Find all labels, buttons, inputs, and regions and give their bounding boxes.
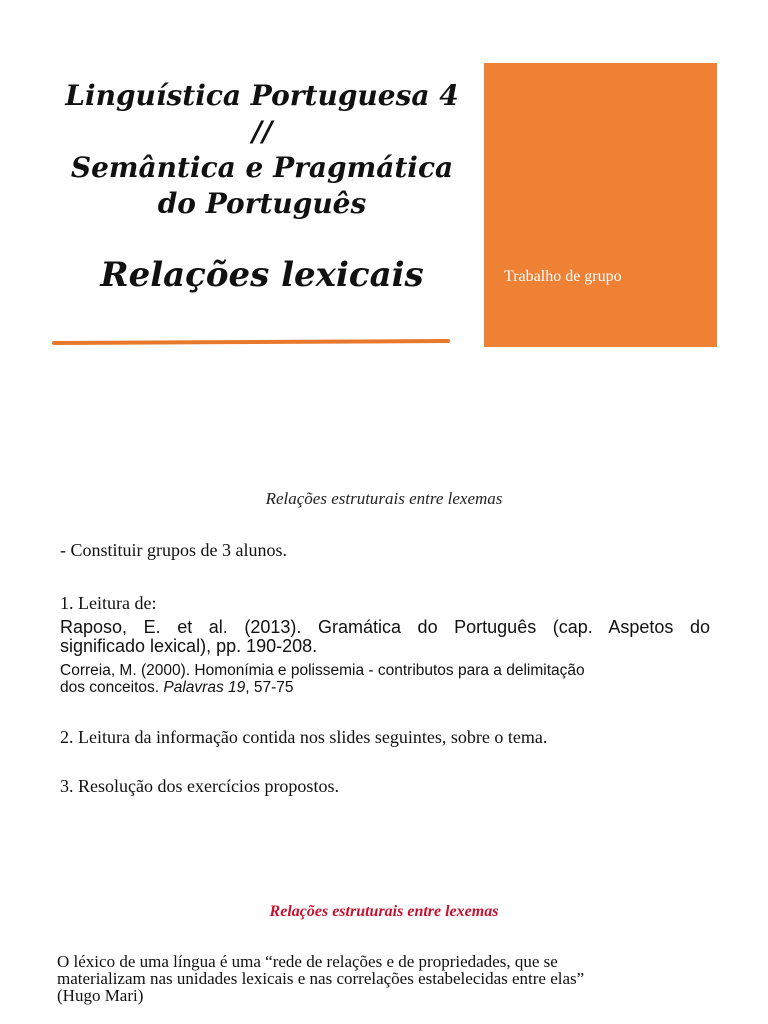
list-item-2: 2. Leitura da informação contida nos slides seguintes, sobre o tema. <box>60 727 548 747</box>
quote-attribution: (Hugo Mari) <box>57 986 144 1005</box>
list-item-3: 3. Resolução dos exercícios propostos. <box>60 776 339 796</box>
side-box <box>484 63 717 347</box>
topic-title: Relações lexicais <box>100 255 424 295</box>
course-subtitle-line2: do Português <box>157 187 367 220</box>
reference-raposo-line2: significado lexical), pp. 190-208. <box>60 636 318 656</box>
list-item-1: 1. Leitura de: <box>60 593 157 613</box>
reference-correia <box>60 662 710 696</box>
title-separator: // <box>251 115 273 148</box>
quote-block <box>57 953 717 1004</box>
side-box-label: Trabalho de grupo <box>504 268 622 285</box>
section2-heading: Relações estruturais entre lexemas <box>269 903 499 920</box>
quote-line2: materializam nas unidades lexicais e nas correlações estabelecidas entre elas” <box>57 969 585 988</box>
section-heading: Relações estruturais entre lexemas <box>265 489 503 508</box>
bullet-groups: - Constituir grupos de 3 alunos. <box>60 540 287 560</box>
title-underline <box>52 339 450 345</box>
reference-raposo-line1: Raposo, E. et al. (2013). Gramática do Português (cap. Aspetos do <box>60 617 710 637</box>
quote-line1: O léxico de uma língua é uma “rede de relações e de propriedades, que se <box>57 952 558 971</box>
reference-correia-line2: dos conceitos. <box>60 679 160 696</box>
title-block <box>40 78 484 296</box>
course-subtitle-line1: Semântica e Pragmática <box>70 151 454 184</box>
reference-correia-pages: , 57-75 <box>245 679 294 696</box>
reference-correia-journal: Palavras 19 <box>163 679 246 696</box>
course-title: Linguística Portuguesa 4 <box>65 79 459 112</box>
reference-correia-line1: Correia, M. (2000). Homonímia e polissemia - contributos para a delimitação <box>60 662 585 679</box>
reference-raposo <box>60 618 710 656</box>
